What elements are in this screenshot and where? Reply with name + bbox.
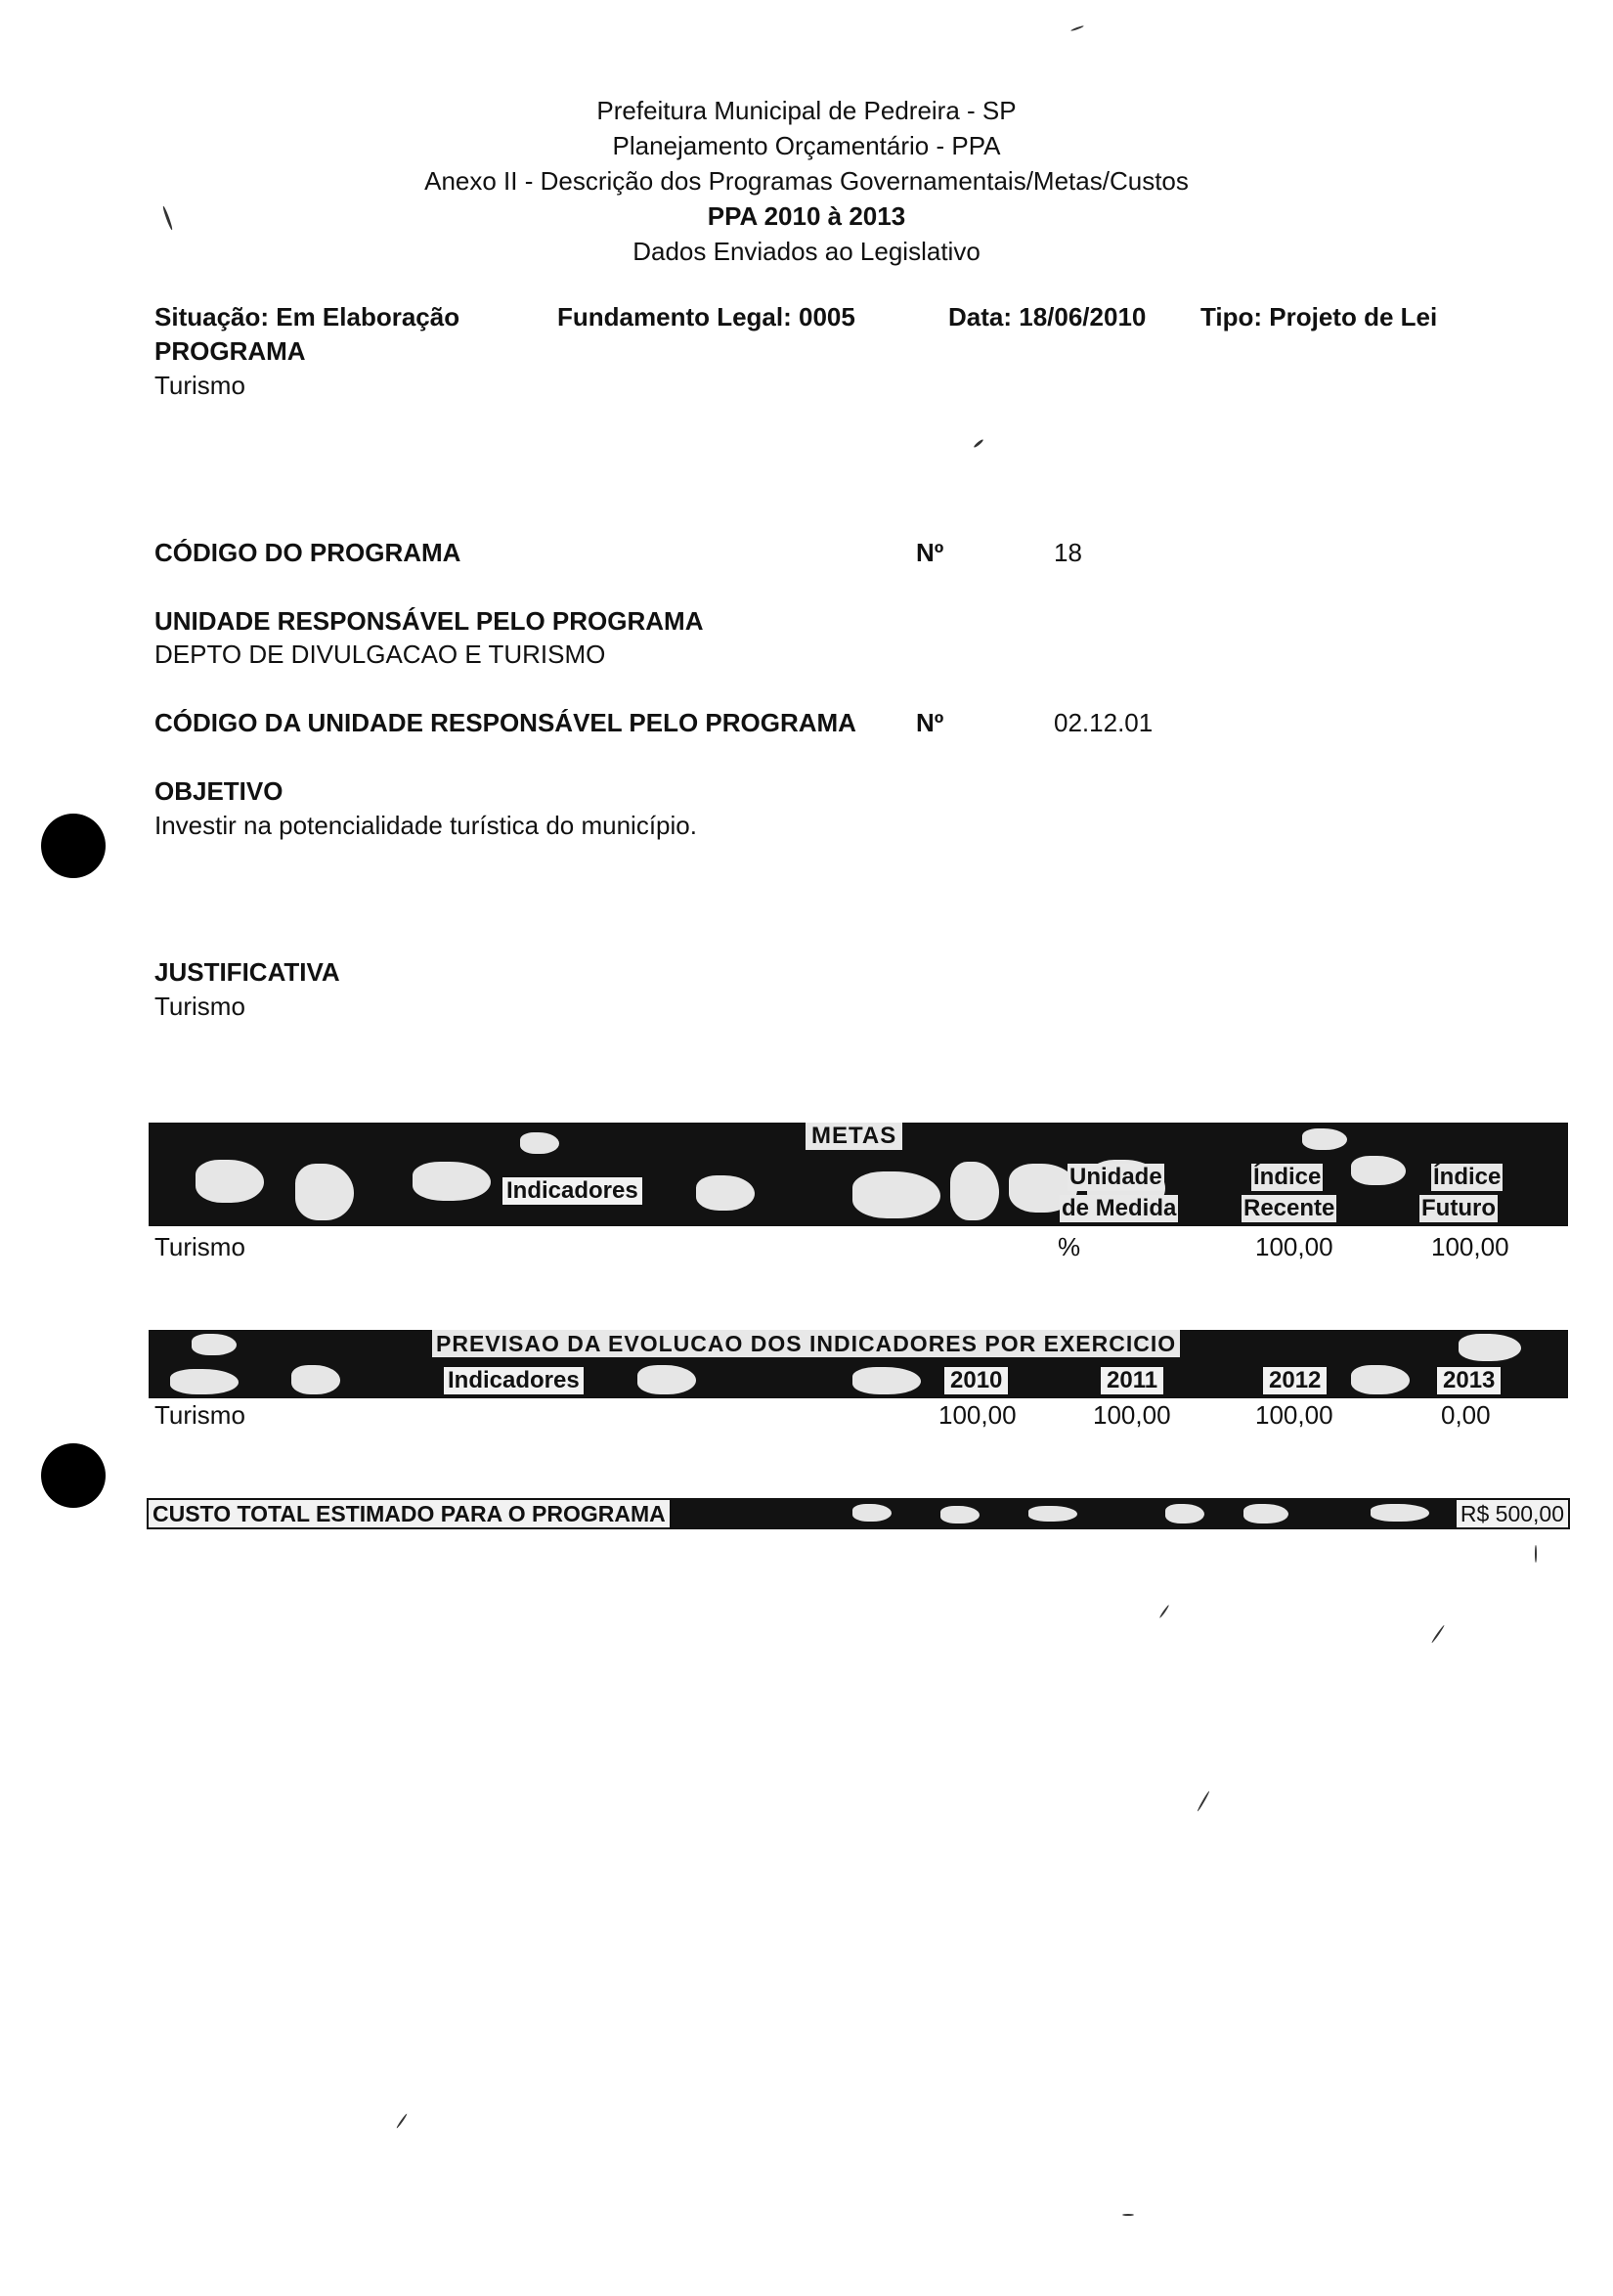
tipo: Tipo: Projeto de Lei	[1200, 302, 1438, 331]
scan-speck	[1535, 1545, 1537, 1563]
previsao-header	[149, 1330, 1568, 1398]
metas-header	[149, 1123, 1568, 1226]
objetivo-value: Investir na potencialidade turística do município.	[154, 811, 697, 840]
justificativa-label: JUSTIFICATIVA	[154, 957, 340, 987]
codigo-unidade-label: CÓDIGO DA UNIDADE RESPONSÁVEL PELO PROGRAMA	[154, 708, 856, 737]
binder-hole-bottom	[41, 1443, 106, 1508]
codigo-unidade-value: 02.12.01	[1054, 708, 1154, 737]
header-line-2: Planejamento Orçamentário - PPA	[612, 131, 1001, 160]
metas-col-indicadores: Indicadores	[501, 1175, 644, 1207]
programa-value: Turismo	[154, 371, 245, 400]
previsao-col-2013: 2013	[1435, 1365, 1503, 1396]
scan-speck	[396, 2113, 408, 2129]
previsao-title: PREVISAO DA EVOLUCAO DOS INDICADORES POR EXERCICIO	[432, 1330, 1180, 1357]
codigo-unidade-n: Nº	[916, 708, 944, 737]
header-line-3: Anexo II - Descrição dos Programas Governamentais/Metas/Custos	[424, 166, 1189, 196]
metas-row-futuro: 100,00	[1431, 1232, 1509, 1261]
binder-hole-top	[41, 814, 106, 878]
codigo-programa-value: 18	[1054, 538, 1082, 567]
metas-col-unidade-2: de Medida	[1062, 1195, 1177, 1221]
custo-value: R$ 500,00	[1455, 1498, 1570, 1529]
justificativa-value: Turismo	[154, 992, 245, 1021]
scan-speck	[973, 438, 983, 448]
metas-col-recente-1: Índice	[1253, 1164, 1322, 1190]
custo-bar	[149, 1498, 1568, 1529]
previsao-row-2012: 100,00	[1255, 1400, 1333, 1430]
previsao-col-2011: 2011	[1099, 1365, 1165, 1396]
header-line-1: Prefeitura Municipal de Pedreira - SP	[596, 96, 1017, 125]
codigo-programa-n: Nº	[916, 538, 944, 567]
metas-col-unidade-1: Unidade	[1069, 1164, 1162, 1190]
previsao-col-2010: 2010	[942, 1365, 1010, 1396]
programa-label: PROGRAMA	[154, 336, 306, 366]
scan-speck	[1159, 1605, 1170, 1618]
fundamento-legal: Fundamento Legal: 0005	[557, 302, 855, 331]
metas-col-futuro-2: Futuro	[1421, 1195, 1496, 1221]
metas-row-unidade: %	[1058, 1232, 1081, 1261]
metas-row-indicador: Turismo	[154, 1232, 245, 1261]
previsao-row-indicador: Turismo	[154, 1400, 245, 1430]
scan-speck	[1122, 2214, 1134, 2216]
situacao: Situação: Em Elaboração	[154, 302, 460, 331]
scan-speck	[1431, 1624, 1445, 1643]
header-line-4: PPA 2010 à 2013	[707, 201, 906, 231]
metas-title: METAS	[806, 1123, 902, 1150]
scan-speck	[1070, 25, 1084, 32]
unidade-label: UNIDADE RESPONSÁVEL PELO PROGRAMA	[154, 606, 704, 636]
codigo-programa-label: CÓDIGO DO PROGRAMA	[154, 538, 461, 567]
header-line-5: Dados Enviados ao Legislativo	[632, 237, 981, 266]
metas-col-futuro-1: Índice	[1433, 1164, 1502, 1190]
objetivo-label: OBJETIVO	[154, 776, 283, 806]
previsao-row-2010: 100,00	[938, 1400, 1017, 1430]
custo-label: CUSTO TOTAL ESTIMADO PARA O PROGRAMA	[147, 1498, 672, 1529]
metas-col-recente-2: Recente	[1243, 1195, 1335, 1221]
data: Data: 18/06/2010	[948, 302, 1147, 331]
metas-row-recente: 100,00	[1255, 1232, 1333, 1261]
unidade-value: DEPTO DE DIVULGACAO E TURISMO	[154, 640, 606, 669]
previsao-col-2012: 2012	[1261, 1365, 1329, 1396]
previsao-col-indicadores: Indicadores	[442, 1365, 586, 1396]
previsao-row-2013: 0,00	[1441, 1400, 1491, 1430]
previsao-row-2011: 100,00	[1093, 1400, 1171, 1430]
scan-speck	[1197, 1790, 1210, 1812]
